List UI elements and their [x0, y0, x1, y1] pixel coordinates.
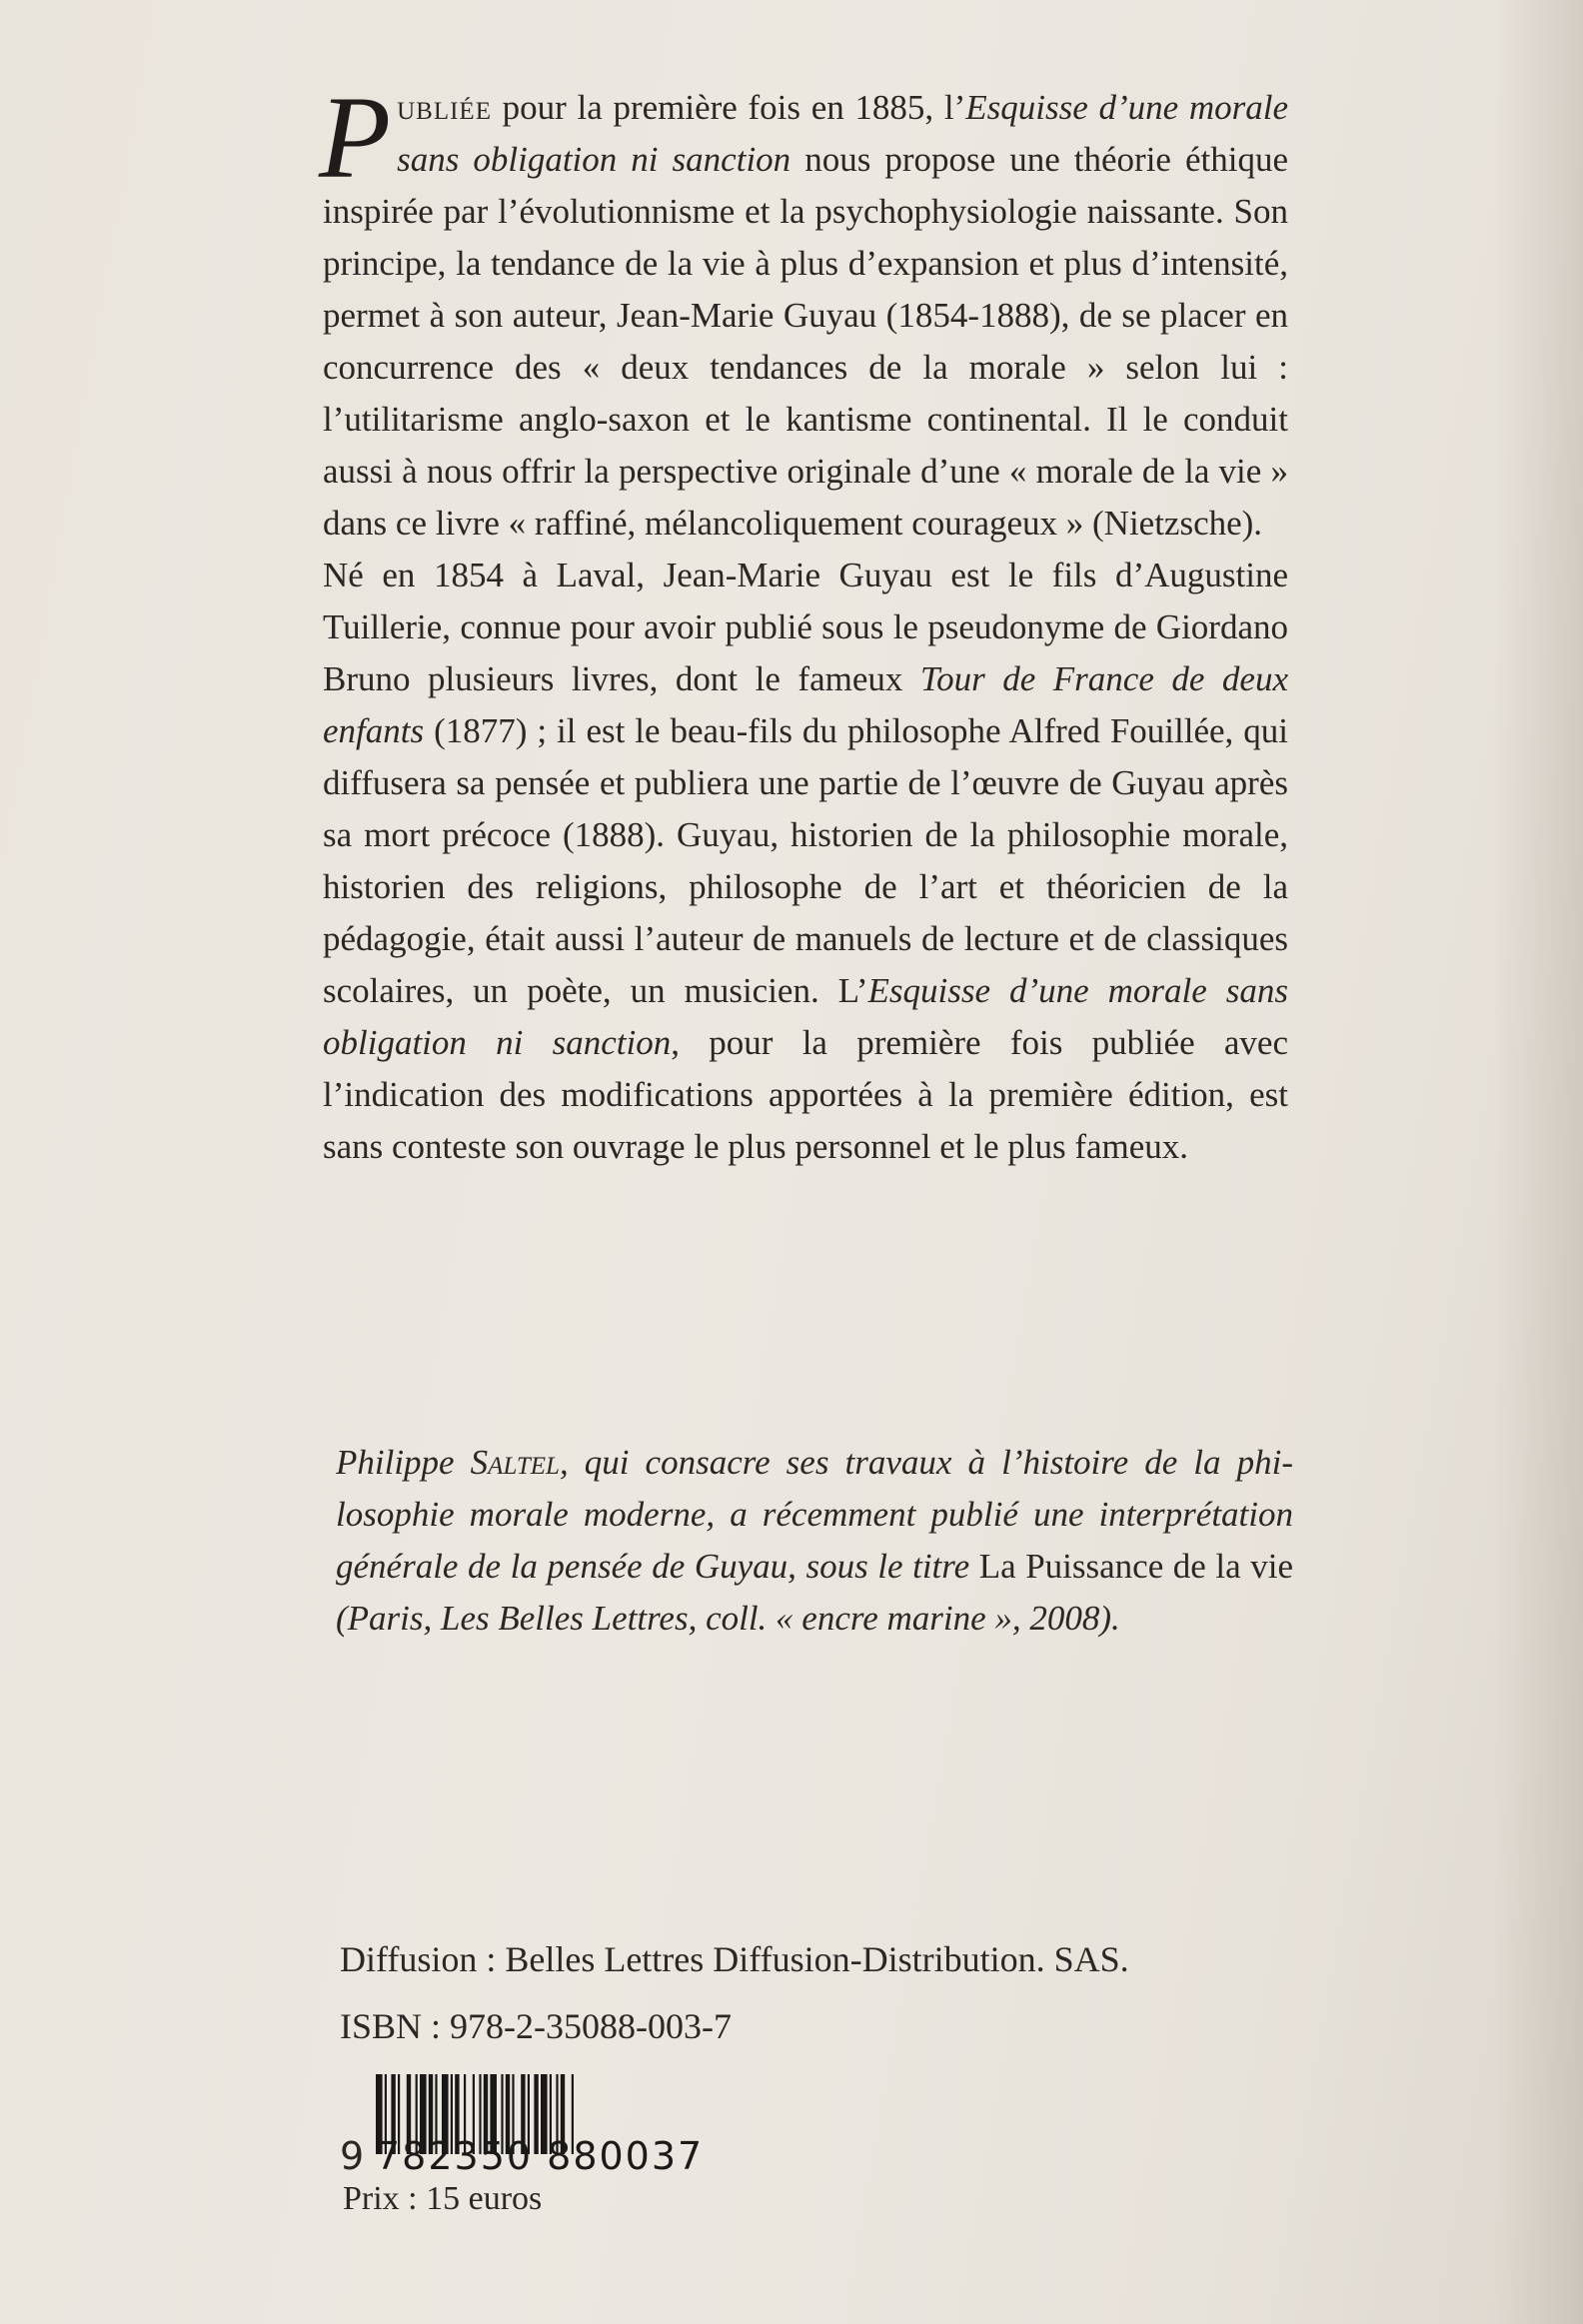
blurb-text: pour la première fois en 1885, l’ — [491, 88, 966, 127]
price: Prix : 15 euros — [343, 2180, 543, 2217]
barcode-lead-digit: 9 — [340, 2134, 365, 2178]
blurb-paragraph-2 — [323, 550, 1288, 1173]
bio-text: , qui consacre ses travaux à l’histoire de la philosophie morale moderne, a récemment publié une interprétation générale de la pensée de Guyau, sous le titre — [336, 1443, 1293, 1586]
blurb-text: Né en 1854 à Laval, Jean-Marie Guyau est le fils d’Augustine Tuillerie, connue pour avoir publié sous le pseudonyme de Giordano Bruno plusieurs livres, dont le fameux — [323, 556, 1288, 698]
page-shadow — [1493, 0, 1583, 2324]
author-first-name: Philippe — [336, 1443, 471, 1482]
book-title: Esquisse d’une morale sans obligation ni sanction — [323, 971, 1288, 1062]
book-blurb — [319, 72, 1289, 1173]
blurb-text: nous propose une théorie éthique inspirée par l’évolutionnisme et la psychophysiologie naissante. Son principe, la tendance de la vie à plus d’expansion et plus d’intensité, permet à son auteur, Jean-Marie Guyau (1854-1888), de se placer en concurrence des « deux tendances de la morale » selon lui : l’utilitarisme anglo-saxon et le kantisme continental. Il le conduit aussi à nous offrir la perspective originale d’une « morale de la vie » dans ce livre « raffiné, mélancoliquement courageux » (Nietzsche). — [323, 140, 1289, 543]
barcode — [340, 2074, 706, 2182]
blurb-paragraph-1 — [319, 72, 1289, 550]
drop-cap: P — [319, 72, 392, 203]
barcode-digits: 782350 880037 — [376, 2134, 705, 2178]
blurb-smallcaps-opening: ubliée — [397, 88, 492, 127]
diffusion-line: Diffusion : Belles Lettres Diffusion-Distribution. SAS. — [340, 1939, 1129, 1979]
bio-text: (Paris, Les Belles Lettres, coll. « encre marine », 2008). — [336, 1599, 1120, 1638]
isbn-line: ISBN : 978-2-35088-003-7 — [340, 2006, 732, 2046]
blurb-text: (1877) ; il est le beau-fils du philosophe Alfred Fouillée, qui diffusera sa pensée et publiera une partie de l’œuvre de Guyau après sa mort précoce (1888). Guyau, historien de la philosophie morale, historien des religions, philosophe de l’art et théoricien de la pédagogie, était aussi l’auteur de manuels de lecture et de classiques scolaires, un poète, un musicien. L’ — [323, 711, 1288, 1010]
author-bio — [336, 1437, 1293, 1645]
bio-book-title: La Puissance de la vie — [978, 1547, 1293, 1586]
book-title: Esquisse d’une morale sans obligation ni sanction — [397, 88, 1288, 179]
book-title: Tour de France de deux enfants — [323, 659, 1288, 750]
blurb-text: , pour la première fois publiée avec l’indication des modifications apportées à la première édition, est sans conteste son ouvrage le plus personnel et le plus fameux. — [323, 1023, 1288, 1166]
author-last-name: Saltel — [470, 1443, 560, 1482]
